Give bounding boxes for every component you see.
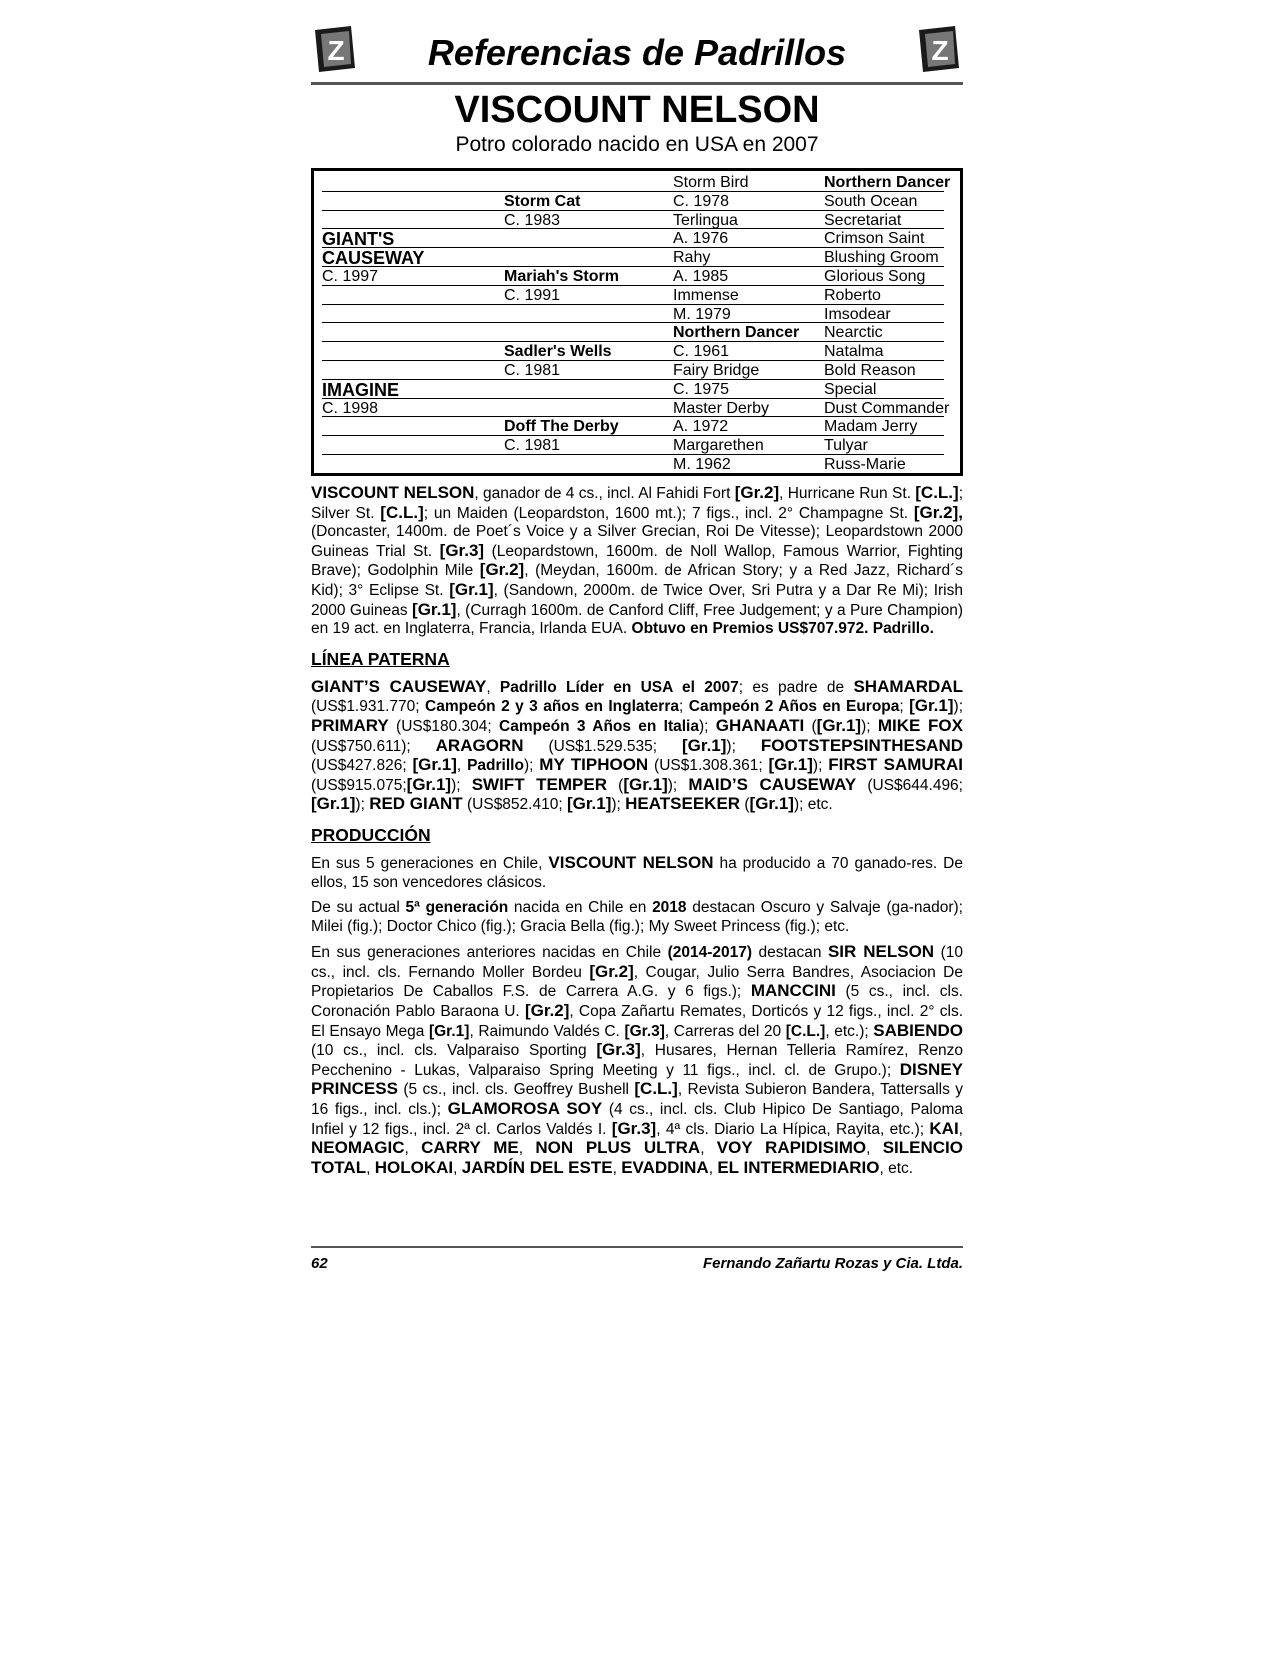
- pedigree-cell: Crimson Saint: [824, 230, 925, 248]
- pedigree-row: [322, 343, 958, 362]
- pedigree-cell: Terlingua: [673, 211, 738, 229]
- pedigree-cell: C. 1981: [504, 437, 561, 455]
- pedigree-cell: C. 1997: [322, 267, 379, 285]
- pedigree-cell: Nearctic: [824, 324, 883, 342]
- pedigree-cell: Madam Jerry: [824, 418, 918, 436]
- pedigree-row: [322, 230, 958, 249]
- pedigree-cell: A. 1976: [673, 230, 729, 248]
- produccion-paragraph-1: En sus 5 generaciones en Chile, VISCOUNT NELSON ha producido a 70 ganado-res. De ellos, 15 son vencedores clásicos.: [311, 852, 963, 891]
- pedigree-cell: Sadler's Wells: [504, 343, 612, 361]
- pedigree-cell: Fairy Bridge: [673, 361, 760, 379]
- pedigree-cell: Special: [824, 380, 877, 398]
- pedigree-cell: South Ocean: [824, 192, 918, 210]
- pedigree-cell: A. 1985: [673, 267, 729, 285]
- pedigree-cell: C. 1983: [504, 211, 561, 229]
- pedigree-cell: C. 1991: [504, 286, 561, 304]
- pedigree-cell: M. 1962: [673, 455, 731, 473]
- pedigree-cell: Margarethen: [673, 437, 764, 455]
- pedigree-cell: Doff The Derby: [504, 418, 619, 436]
- pedigree-row: [322, 193, 958, 212]
- pedigree-cell: Glorious Song: [824, 267, 926, 285]
- pedigree-cell: Secretariat: [824, 211, 902, 229]
- pedigree-row: [322, 249, 958, 268]
- pedigree-cell: Master Derby: [673, 399, 770, 417]
- pedigree-cell: Northern Dancer: [673, 324, 800, 342]
- pedigree-row: [322, 400, 958, 419]
- pedigree-cell: Bold Reason: [824, 361, 916, 379]
- svg-text:Z: Z: [327, 35, 345, 66]
- pedigree-row: [322, 324, 958, 343]
- pedigree-cell: Storm Bird: [673, 174, 749, 191]
- pedigree-cell: Mariah's Storm: [504, 267, 619, 285]
- pedigree-cell: CAUSEWAY: [322, 248, 425, 269]
- pedigree-cell: C. 1978: [673, 192, 730, 210]
- pedigree-cell: Tulyar: [824, 437, 868, 455]
- pedigree-row: [322, 268, 958, 287]
- pedigree-row: [322, 174, 958, 193]
- produccion-paragraph-3: En sus generaciones anteriores nacidas en Chile (2014-2017) destacan SIR NELSON (10 cs., incl. cls. Fernando Moller Bordeu [Gr.2], Cougar, Julio Serra Bandres, Asociacion De Propietarios De Caballos F.S. de Carrera A.G. y 6 figs.); MANCCINI (5 cs., incl. cls. Coronación Pablo Baraona U. [Gr.2], Copa Zañartu Remates, Dorticós y 12 figs., incl. 2° cls. El Ensayo Mega [Gr.1], Raimundo Valdés C. [Gr.3], Carreras del 20 [C.L.], etc.); SABIENDO (10 cs., incl. cls. Valparaiso Sporting [Gr.3], Husares, Hernan Telleria Ramírez, Renzo Pecchenino - Lukas, Valparaiso Spring Meeting y 11 figs., incl. cl. de Grupo.); DISNEY PRINCESS (5 cs., incl. cls. Geoffrey Bushell [C.L.], Revista Subieron Bandera, Tattersalls y 16 figs., incl. cls.); GLAMOROSA SOY (4 cs., incl. cls. Club Hipico De Santiago, Paloma Infiel y 12 figs., incl. 2ª cl. Carlos Valdés I. [Gr.3], 4ª cls. Diario La Hípica, Rayita, etc.); KAI, NEOMAGIC, CARRY ME, NON PLUS ULTRA, VOY RAPIDISIMO, SILENCIO TOTAL, HOLOKAI, JARDÍN DEL ESTE, EVADDINA, EL INTERMEDIARIO, etc.: [311, 942, 964, 1177]
- brand-logo-icon: [915, 24, 963, 74]
- pedigree-cell: Imsodear: [824, 305, 891, 323]
- page-footer: [311, 1246, 963, 1278]
- svg-text:Z: Z: [931, 35, 949, 66]
- produccion-paragraph-2: De su actual 5ª generación nacida en Chile en 2018 destacan Oscuro y Salvaje (ga-nador); Milei (fig.); Doctor Chico (fig.); Gracia Bella (fig.); My Sweet Princess (fig.); etc.: [311, 899, 963, 935]
- pedigree-cell: Roberto: [824, 286, 881, 304]
- pedigree-cell: Immense: [673, 286, 739, 304]
- page-number: 62: [311, 1255, 328, 1272]
- pedigree-cell: Russ-Marie: [824, 455, 906, 473]
- pedigree-table: [311, 168, 963, 476]
- pedigree-row: [322, 287, 958, 306]
- pedigree-row: [322, 381, 958, 400]
- pedigree-row: [322, 456, 958, 475]
- pedigree-cell: Storm Cat: [504, 192, 581, 210]
- horse-name: VISCOUNT NELSON: [454, 89, 820, 131]
- pedigree-cell: Northern Dancer: [824, 174, 951, 191]
- page: [311, 20, 963, 1178]
- pedigree-cell: IMAGINE: [322, 379, 400, 400]
- page-title: Referencias de Padrillos: [427, 32, 847, 73]
- pedigree-row: [322, 306, 958, 325]
- pedigree-cell: C. 1998: [322, 399, 379, 417]
- linea-paterna-paragraph: GIANT’S CAUSEWAY, Padrillo Líder en USA el 2007; es padre de SHAMARDAL (US$1.931.770; Campeón 2 y 3 años en Inglaterra; Campeón 2 Años en Europa; [Gr.1]); PRIMARY (US$180.304; Campeón 3 Años en Italia); GHANAATI ([Gr.1]); MIKE FOX (US$750.611); ARAGORN (US$1.529.535; [Gr.1]); FOOTSTEPSINTHESAND (US$427.826; [Gr.1], Padrillo); MY TIPHOON (US$1.308.361; [Gr.1]); FIRST SAMURAI (US$915.075;[Gr.1]); SWIFT TEMPER ([Gr.1]); MAID’S CAUSEWAY (US$644.496; [Gr.1]); RED GIANT (US$852.410; [Gr.1]); HEATSEEKER ([Gr.1]); etc.: [311, 676, 963, 814]
- pedigree-cell: C. 1961: [673, 343, 730, 361]
- pedigree-row: [322, 418, 958, 437]
- section-title-linea-paterna: LÍNEA PATERNA: [311, 648, 450, 669]
- pedigree-cell: Dust Commander: [824, 399, 950, 417]
- section-title-produccion: PRODUCCIÓN: [311, 824, 431, 845]
- pedigree-cell: Blushing Groom: [824, 249, 939, 267]
- campaign-paragraph: VISCOUNT NELSON, ganador de 4 cs., incl. Al Fahidi Fort [Gr.2], Hurricane Run St. [C.L.]; Silver St. [C.L.]; un Maiden (Leopardston, 1600 mt.); 7 figs., incl. 2° Champagne St. [Gr.2], (Doncaster, 1400m. de Poet´s Voice y a Silver Grecian, Roi De Vitesse); Leopardstown 2000 Guineas Trial St. [Gr.3] (Leopardstown, 1600m. de Noll Wallop, Famous Warrior, Fighting Brave); Godolphin Mile [Gr.2], (Meydan, 1600m. de African Story; y a Red Jazz, Richard´s Kid); 3° Eclipse St. [Gr.1], (Sandown, 2000m. de Twice Over, Sri Putra y a Dar Re Mi); Irish 2000 Guineas [Gr.1], (Curragh 1600m. de Canford Cliff, Free Judgement; y a Pure Champion) en 19 act. en Inglaterra, Francia, Irlanda EUA. Obtuvo en Premios US$707.972. Padrillo.: [311, 483, 964, 638]
- pedigree-cell: C. 1975: [673, 380, 730, 398]
- pedigree-cell: Rahy: [673, 249, 711, 267]
- pedigree-grid: [322, 174, 958, 475]
- pedigree-row: [322, 362, 958, 381]
- pedigree-cell: GIANT'S: [322, 229, 395, 250]
- pedigree-row: [322, 212, 958, 231]
- pedigree-row: [322, 437, 958, 456]
- pedigree-cell: C. 1981: [504, 361, 561, 379]
- horse-description: Potro colorado nacido en USA en 2007: [455, 133, 819, 156]
- pedigree-cell: M. 1979: [673, 305, 731, 323]
- pedigree-cell: A. 1972: [673, 418, 729, 436]
- footer-company: Fernando Zañartu Rozas y Cia. Ltda.: [702, 1255, 963, 1272]
- page-header: [311, 20, 963, 85]
- pedigree-cell: Natalma: [824, 343, 884, 361]
